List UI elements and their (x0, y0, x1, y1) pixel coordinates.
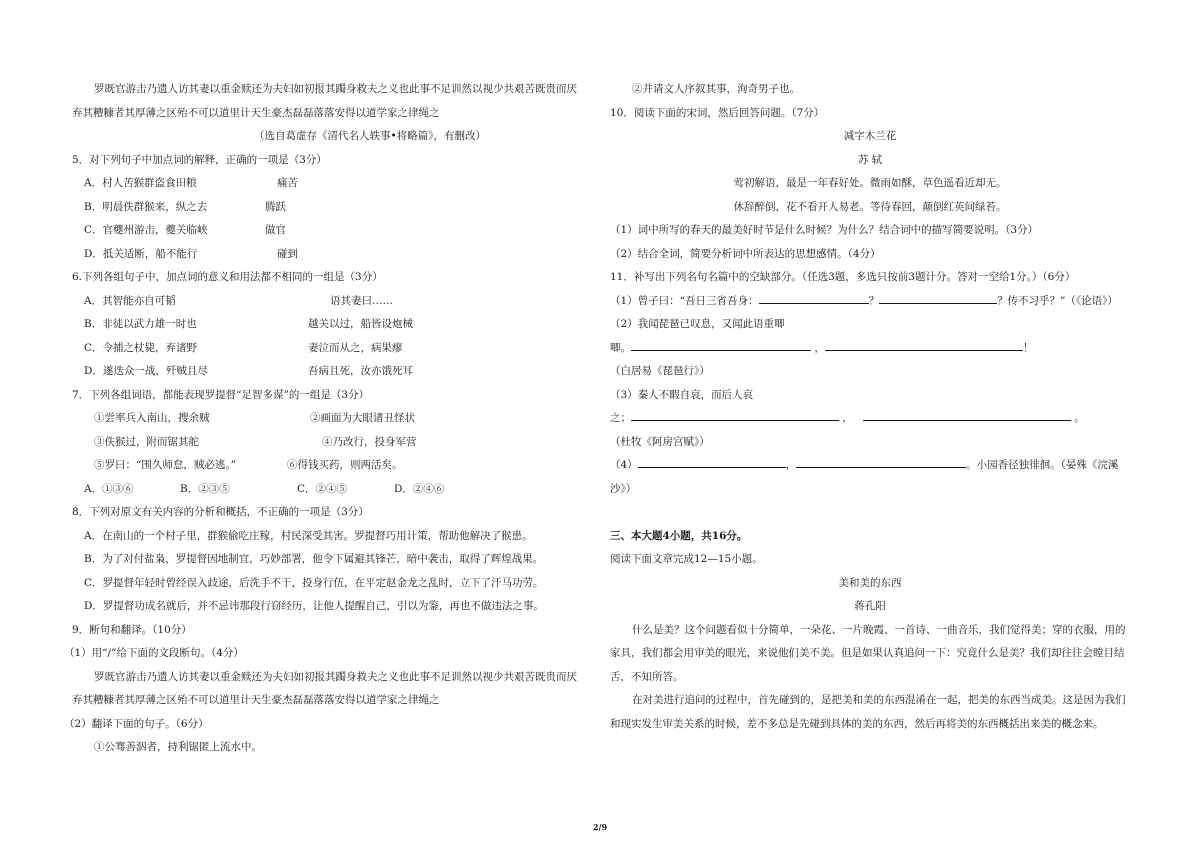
section-3-title: 三、本大题4小题，共16分。 (610, 529, 748, 542)
blank-line[interactable] (638, 455, 786, 468)
article-title: 美和美的东西 (838, 576, 902, 589)
article-line: 在对美进行追问的过程中，首先碰到的，是把美和美的东西混淆在一起，把美的东西当成美。这是因为我们 (632, 694, 1126, 706)
poem-title: 减字木兰花 (843, 130, 897, 142)
q8-option-a: A．在南山的一个村子里，群猴偷吃庄稼，村民深受其害。罗提督巧用计策，帮助他解决了猴患。 (84, 529, 533, 542)
passage-line: 罗既官游击乃遗人访其妻以重金赎还为夫妇如初报其躅身救夫之义也此事不足训然以视少共艰苦既贵而厌 (94, 83, 577, 95)
q9-sub1: （1）用“/”给下面的文段断句。（4分） (64, 647, 244, 659)
article-line: 和现实发生审美关系的时候，差不多总是先碰到具体的美的东西，然后再将美的东西概括出来美的概念来。 (610, 717, 1104, 730)
q5-option-d: D．抵关适断，船不能行 碰到 (84, 247, 298, 260)
poem-line: 休辞醉倒，花不看开人易老。等待春回，颠倒红英间绿苔。 (733, 200, 1007, 213)
q7-item-row: ③佚猴过，附而锯其舵 ④乃改行，投身军营 (94, 435, 417, 448)
q6-option-a: A．其智能亦自可韬 语其妻曰…… (84, 294, 393, 307)
q10-sub2: （2）结合全词，简要分析词中所表达的思想感情。（4分） (610, 247, 881, 260)
q6-option-c: C．令捕之杖毙，弃诸野 妻泣而从之，病果瘳 (84, 341, 403, 354)
q11-item-3: （3）秦人不暇自哀，而后人哀 (610, 388, 754, 401)
q6-option-d: D．遂迭众一战，歼贼且尽 吾病且死，汝亦饿死耳 (84, 365, 413, 377)
q11-item-2-blanks: 唧。 ， ！ (610, 337, 1130, 361)
article-author: 蒋孔阳 (854, 600, 886, 612)
q5-option-b: B．明晨佚群猴来，纵之去 腾跃 (84, 200, 286, 213)
blank-line[interactable] (825, 338, 1023, 351)
q8-option-c: C．罗提督年轻时曾经误入歧途，后洗手不干，投身行伍，在平定赵金龙之乱时，立下了汗马功劳。 (84, 576, 544, 589)
q11-item-3-blanks: 之； ， 。 (610, 407, 1130, 431)
q9-stem: 9．断句和翻译。（10分） (72, 623, 192, 636)
q10-sub1: （1）词中所写的春天的最美好时节是什么时候？为什么？结合词中的描写简要说明。（3分） (610, 224, 1039, 236)
q11-stem: 11．补写出下列名句名篇中的空缺部分。（任选3题，多选只按前3题计分。答对一空给1分。）（6分） (610, 271, 1076, 283)
blank-line[interactable] (796, 455, 966, 468)
q11-item-4-cont: 沙》） (610, 482, 637, 495)
q7-item-row: ①尝率兵入南山，搜余贼 ②画面为大眼诸丑怪状 (94, 412, 415, 424)
blank-line[interactable] (631, 338, 811, 351)
q7-choice-a: A．①③⑥ (84, 482, 134, 495)
source-note: （选自葛虚存《清代名人轶事•将略篇》，有删改） (254, 130, 486, 142)
blank-line[interactable] (631, 408, 839, 421)
poem-line: 莺初解语，最是一年春好处。微雨如酥，草色遥看近却无。 (733, 177, 1007, 189)
q10-stem: 10．阅读下面的宋词，然后回答问题。（7分） (610, 106, 825, 119)
article-line: 舌，不知所答。 (610, 670, 684, 683)
q11-item-2-source: （白居易《琵琶行》） (610, 365, 710, 377)
q8-stem: 8．下列对原文有关内容的分析和概括，不正确的一项是（3分） (72, 506, 369, 518)
q9-translate-2: ②并请文人序叙其事，洵奇男子也。 (632, 83, 800, 95)
q9-translate-1: ①公骞善泅者，持利锯匿上流水中。 (94, 741, 262, 753)
q7-choice-b: B．②③⑤ (180, 482, 230, 495)
q11-item-3-source: （杜牧《阿房宫赋》） (610, 435, 710, 448)
q9-passage-line: 弃其糟糠者其厚薄之区殆不可以道里计天生豪杰磊磊落落安得以道学家之律绳之 (72, 694, 440, 706)
page-number: 2/9 (592, 822, 608, 832)
q5-option-a: A．村人苦猴群盗食田粮 痛苦 (84, 177, 298, 189)
q8-option-b: B．为了对付盐枭，罗提督因地制宜，巧妙部署，他令下属避其锋芒，暗中袭击，取得了辉煌战果。 (84, 553, 544, 565)
q7-choice-c: C．②④⑤ (297, 482, 348, 495)
left-column (64, 78, 592, 760)
poem-author: 苏 轼 (857, 153, 883, 166)
blank-line[interactable] (863, 408, 1071, 421)
blank-line[interactable] (759, 291, 869, 304)
q9-sub2: （2）翻译下面的句子。（6分） (64, 717, 209, 730)
q11-item-2: （2）我闻琵琶已叹息，又闻此语重唧 (610, 318, 785, 330)
article-line: 什么是美？这个问题看似十分简单，一朵花、一片晚霞、一首诗、一曲音乐，我们觉得美；穿的衣服，用的 (632, 623, 1126, 636)
q6-stem: 6.下列各组句子中，加点词的意义和用法都不相同的一组是（3分） (72, 271, 383, 283)
q7-item-row: ⑤罗曰：“围久师怠，贼必逃。” ⑥得钱买药，则两活矣。 (94, 459, 403, 471)
q11-item-1: （1）曾子曰：“吾日三省吾身： ？ ？传不习乎？”（《论语》） (610, 290, 1130, 314)
q11-item-4: （4） ， 。小园香径独徘徊。（晏殊《浣溪 (610, 454, 1130, 478)
q5-stem: 5．对下列句子中加点词的解释，正确的一项是（3分） (72, 153, 327, 166)
q5-option-c: C．官夔州游击，夔关临峡 做官 (84, 224, 286, 236)
q9-passage-line: 罗既官游击乃遗人访其妻以重金赎还为夫妇如初报其躅身救夫之义也此事不足训然以视少共艰苦既贵而厌 (94, 670, 577, 683)
q7-choice-d: D．②④⑥ (394, 482, 445, 495)
section-3-intro: 阅读下面文章完成12—15小题。 (610, 553, 763, 565)
blank-line[interactable] (879, 291, 997, 304)
q7-stem: 7．下列各组词语，都能表现罗提督“足智多谋”的一组是（3分） (72, 388, 370, 401)
right-column (610, 78, 1130, 736)
passage-line: 弃其糟糠者其厚薄之区殆不可以道里计天生豪杰磊磊落落安得以道学家之律绳之 (72, 106, 440, 119)
q6-option-b: B．非徒以武力雄一时也 越关以过，船皆设炮械 (84, 318, 413, 330)
q8-option-d: D．罗提督功成名就后，并不忌讳那段行窃经历，让他人提醒自己，引以为鉴，再也不做违法之事。 (84, 600, 544, 612)
article-line: 家具，我们都会用审美的眼光，来说他们美不美。但是如果认真追问一下：究竟什么是美？我们却往往会瞠目结 (610, 647, 1125, 659)
q7-choices (72, 478, 592, 502)
